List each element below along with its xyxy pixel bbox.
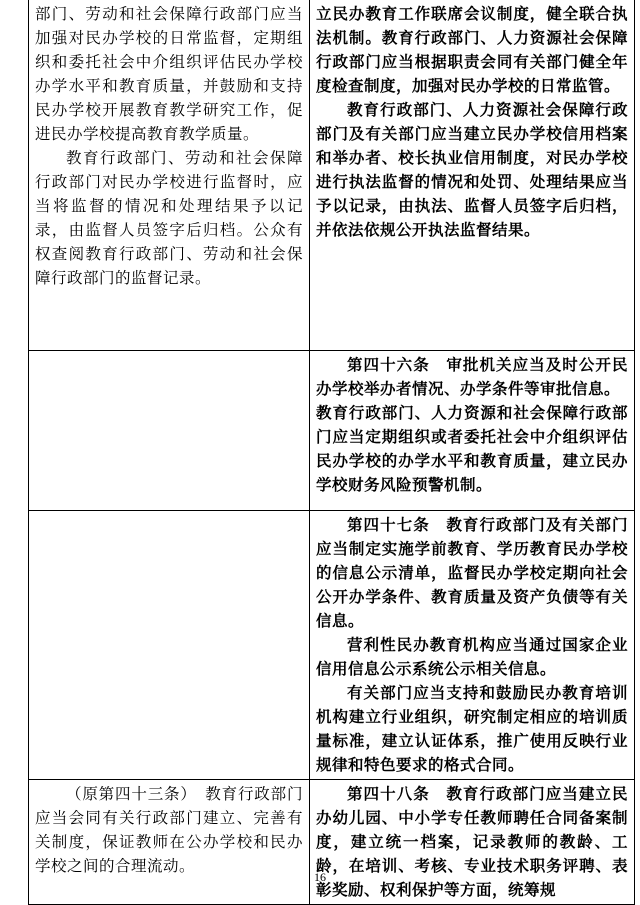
table-row <box>29 0 635 350</box>
revised-text-cell <box>310 0 635 350</box>
paragraph: 第四十六条 审批机关应当及时公开民办学校举办者情况、办学条件等审批信息。 <box>316 354 628 398</box>
original-text-cell <box>29 0 310 350</box>
revised-text-cell <box>310 779 635 904</box>
paragraph: 部门、劳动和社会保障行政部门应当加强对民办学校的日常监督，定期组织和委托社会中介组织评估民办学校办学水平和教育质量，并鼓励和支持民办学校开展教育教学研究工作，促进民办学校提高教育教学质量。 <box>35 5 303 143</box>
revised-text-cell <box>310 510 635 779</box>
table-row <box>29 350 635 510</box>
paragraph: 立民办教育工作联席会议制度，健全联合执法机制。教育行政部门、人力资源社会保障行政部门应当根据职责会同有关部门健全年度检查制度，加强对民办学校的日常监管。 <box>316 4 628 95</box>
comparison-table <box>28 0 635 905</box>
paragraph: 有关部门应当支持和鼓励民办教育培训机构建立行业组织，研究制定相应的培训质量标准，建立认证体系，推广使用反映行业规律和特色要求的格式合同。 <box>316 682 628 774</box>
paragraph: （原第四十三条） 教育行政部门应当会同有关行政部门建立、完善有关制度，保证教师在公办学校和民办学校之间的合理流动。 <box>35 784 303 875</box>
paragraph: 教育行政部门、人力资源和社会保障行政部门应当定期组织或者委托社会中介组织评估民办学校的办学水平和教育质量，建立民办学校财务风险预警机制。 <box>316 402 628 494</box>
page-number: 16 <box>314 870 326 884</box>
original-text-cell <box>29 779 310 904</box>
original-text-cell <box>29 510 310 779</box>
table-row <box>29 779 635 904</box>
revised-text-cell <box>310 350 635 510</box>
paragraph: 教育行政部门、人力资源社会保障行政部门及有关部门应当建立民办学校信用档案和举办者、校长执业信用制度，对民办学校进行执法监督的情况和处罚、处理结果应当予以记录，由执法、监督人员签字后归档，并依法依规公开执法监督结果。 <box>316 100 628 239</box>
paragraph: 第四十七条 教育行政部门及有关部门应当制定实施学前教育、学历教育民办学校的信息公示清单，监督民办学校定期向社会公开办学条件、教育质量及资产负债等有关信息。 <box>316 514 628 630</box>
table-row <box>29 510 635 779</box>
paragraph: 教育行政部门、劳动和社会保障行政部门对民办学校进行监督时，应当将监督的情况和处理结果予以记录，由监督人员签字后归档。公众有权查阅教育行政部门、劳动和社会保障行政部门的监督记录。 <box>35 149 303 287</box>
paragraph: 第四十八条 教育行政部门应当建立民办幼儿园、中小学专任教师聘任合同备案制度，建立统一档案，记录教师的教龄、工龄，在培训、考核、专业技术职务评聘、表彰奖励、权利保护等方面，统筹规 <box>316 783 628 899</box>
paragraph: 营利性民办教育机构应当通过国家企业信用信息公示系统公示相关信息。 <box>316 634 628 678</box>
original-text-cell <box>29 350 310 510</box>
